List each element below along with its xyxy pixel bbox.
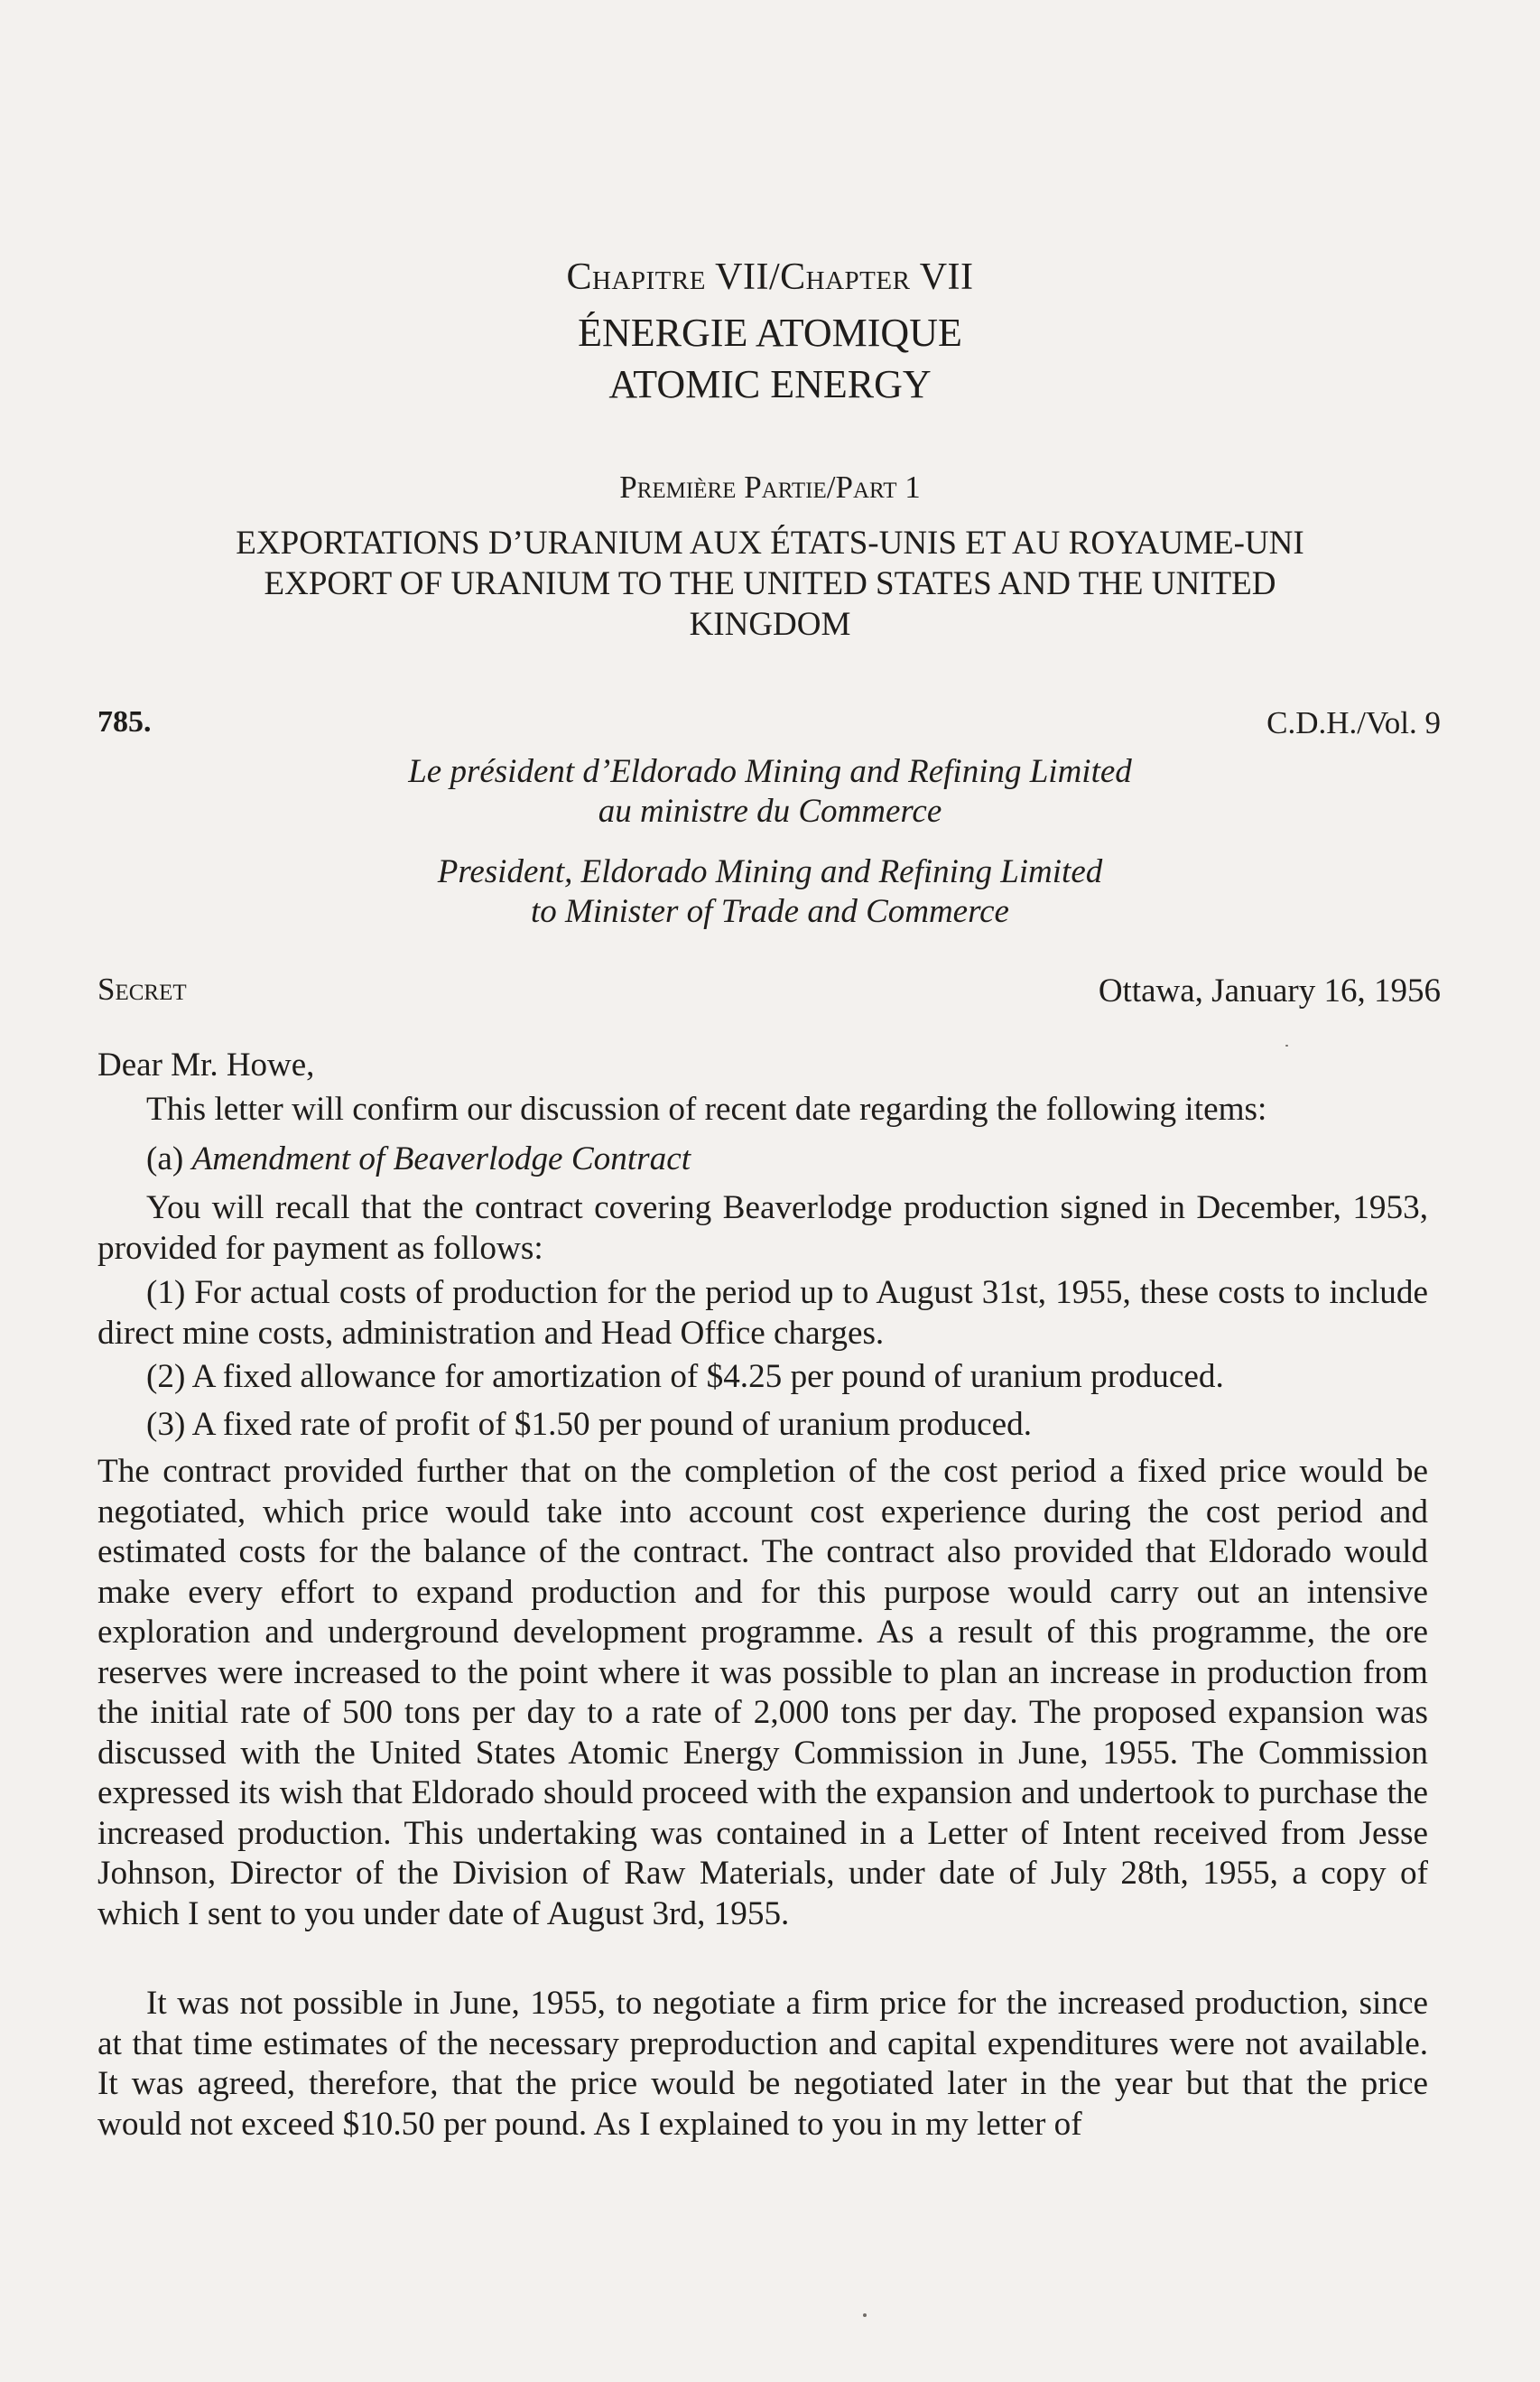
sender-recipient-fr-line2: au ministre du Commerce (598, 793, 942, 830)
salutation: Dear Mr. Howe, (97, 1047, 315, 1084)
chapter-separator: / (768, 256, 781, 298)
scan-speck (1285, 1045, 1288, 1047)
part-heading (0, 470, 1540, 506)
chapter-title-fr: ÉNERGIE ATOMIQUE (578, 311, 962, 355)
chapter-fr: Chapitre VII (566, 256, 769, 298)
part-en: Part 1 (835, 470, 921, 505)
final-paragraph: It was not possible in June, 1955, to negotiate a firm price for the increased production, since at that time estimates of the necessary preproduction and capital expenditures were not available. It was agreed, therefore, that the price would be negotiated later in the year but that the price would not exceed $10.50 per pound. As I explained to you in my letter of (97, 1985, 1428, 2143)
chapter-en: Chapter VII (780, 256, 974, 298)
section-title-en-line2: KINGDOM (689, 606, 851, 643)
sender-recipient-en-line1: President, Eldorado Mining and Refining Limited (437, 853, 1103, 890)
list-item: (1) For actual costs of production for the period up to August 31st, 1955, these costs to include direct mine costs, administration and Head Office charges. (97, 1274, 1428, 1352)
part-separator: / (826, 470, 836, 505)
document-number: 785. (97, 705, 152, 739)
part-fr: Première Partie (619, 470, 827, 505)
scan-speck (863, 2313, 867, 2317)
section-heading-a (97, 1140, 1428, 1180)
list-item: (3) A fixed rate of profit of $1.50 per pound of uranium produced. (146, 1406, 1033, 1443)
recall-paragraph: You will recall that the contract covering Beaverlodge production signed in December, 1953, provided for payment as follows: (97, 1189, 1428, 1267)
section-heading-text: Amendment of Beaverlodge Contract (191, 1140, 691, 1177)
intro-paragraph: This letter will confirm our discussion of recent date regarding the following items: (146, 1091, 1267, 1128)
sender-recipient-en-line2: to Minister of Trade and Commerce (531, 893, 1009, 930)
section-title-en-line1: EXPORT OF URANIUM TO THE UNITED STATES AND THE UNITED (264, 565, 1276, 602)
classification-label: Secret (97, 972, 187, 1007)
section-heading-prefix: (a) (146, 1140, 192, 1177)
place-date: Ottawa, January 16, 1956 (1098, 972, 1441, 1010)
contract-paragraph: The contract provided further that on the completion of the cost period a fixed price would be negotiated, which price would take into account cost experience during the cost period and estimated costs for the balance of the contract. The contract also provided that Eldorado would make every effort to expand production and for this purpose would carry out an intensive exploration and underground development programme. As a result of this programme, the ore reserves were increased to the point where it was possible to plan an increase in production from the initial rate of 500 tons per day to a rate of 2,000 tons per day. The proposed expansion was discussed with the United States Atomic Energy Commission in June, 1955. The Commission expressed its wish that Eldorado should proceed with the expansion and undertook to purchase the increased production. This undertaking was contained in a Letter of Intent received from Jesse Johnson, Director of the Division of Raw Materials, under date of July 28th, 1955, a copy of which I sent to you under date of August 3rd, 1955. (97, 1453, 1428, 1932)
chapter-title-en: ATOMIC ENERGY (608, 362, 932, 406)
section-title-fr: EXPORTATIONS D’URANIUM AUX ÉTATS-UNIS ET AU ROYAUME-UNI (236, 525, 1304, 562)
sender-recipient-fr-line1: Le président d’Eldorado Mining and Refining Limited (408, 753, 1132, 790)
archive-reference: C.D.H./Vol. 9 (1266, 705, 1441, 740)
chapter-heading (0, 256, 1540, 299)
list-item: (2) A fixed allowance for amortization of $4.25 per pound of uranium produced. (146, 1358, 1224, 1395)
